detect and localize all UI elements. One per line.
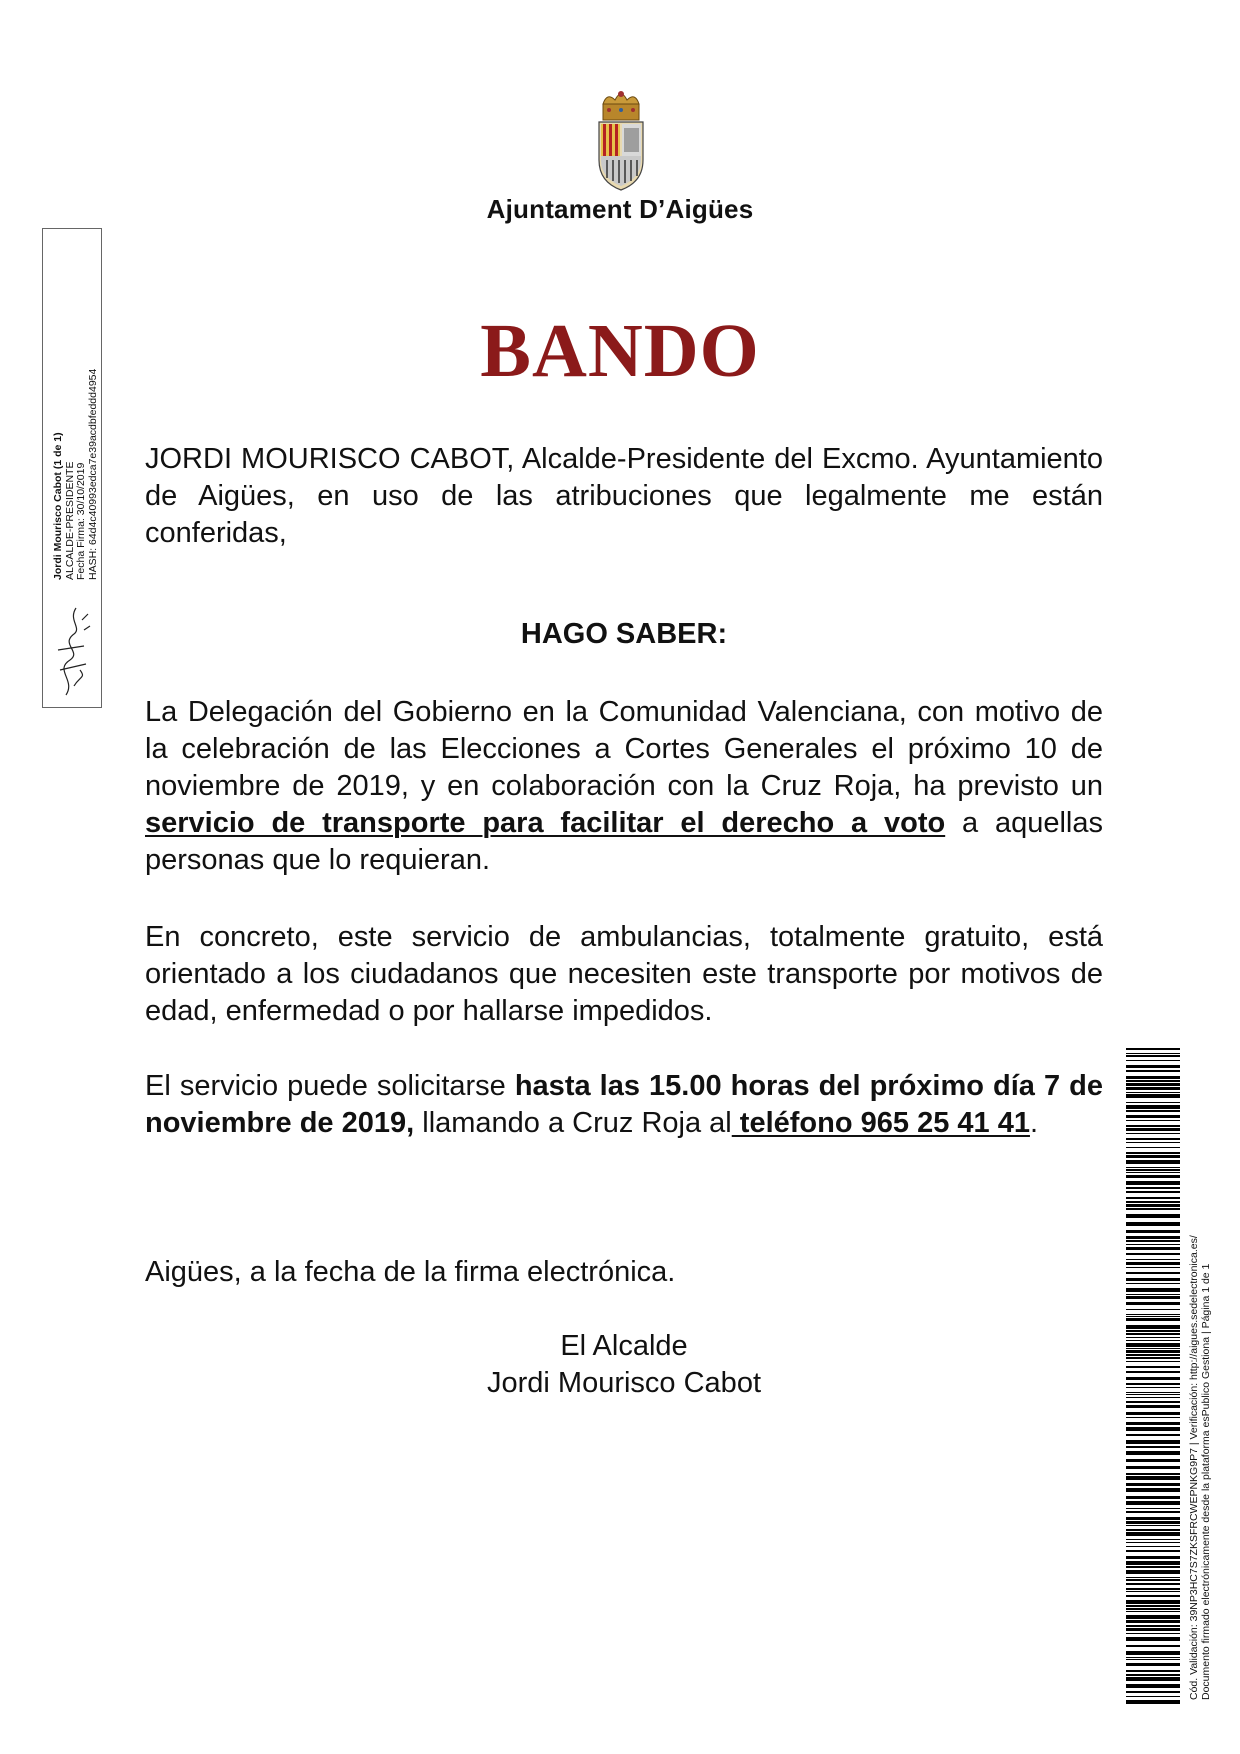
validation-code: Cód. Validación: 39NP3HC7S7ZKSFRCWEPNKG9P7 | Verificación: http://aigues.sedelectronica.es/ [1188, 1235, 1200, 1700]
stamp-hash: HASH: 64d4c40993edca7e39acdbfeddd4954 [86, 368, 99, 580]
document-title: BANDO [480, 309, 760, 393]
stamp-date: Fecha Firma: 30/10/2019 [75, 462, 87, 580]
signature-stamp-text [53, 369, 99, 580]
concreto-paragraph [145, 919, 1103, 1030]
servicio-text-after: . [1029, 1107, 1039, 1139]
delegacion-text-after: a aquellas personas que lo requieran. [145, 807, 1103, 876]
organization-name: Ajuntament D’Aigües [486, 194, 754, 224]
announcement-heading: HAGO SABER: [520, 618, 728, 650]
delegacion-text-before: La Delegación del Gobierno en la Comunidad Valenciana, con motivo de la celebración de las Elecciones a Cortes Generales el próximo 10 de noviembre de 2019, y en colaboración con la Cruz Roja, ha previsto un [145, 696, 1103, 802]
servicio-phone: teléfono 965 25 41 41 [731, 1107, 1030, 1139]
stamp-signer: Jordi Mourisco Cabot (1 de 1) [52, 432, 64, 580]
signature-name: Jordi Mourisco Cabot [487, 1367, 761, 1399]
validation-platform: Documento firmado electrónicamente desde la plataforma esPublico Gestiona | Página 1 de 1 [1200, 1263, 1212, 1700]
servicio-deadline: hasta las 15.00 horas del próximo día 7 de noviembre de 2019, [145, 1070, 1103, 1139]
intro-paragraph [145, 441, 1103, 552]
intro-text: JORDI MOURISCO CABOT, Alcalde-Presidente del Excmo. Ayuntamiento de Aigües, en uso de las atribuciones que legalmente me están conferidas, [145, 443, 1103, 549]
coat-of-arms-logo [593, 90, 649, 194]
validation-barcode [1126, 1048, 1180, 1704]
date-line: Aigües, a la fecha de la firma electrónica. [145, 1256, 676, 1288]
signature-role: El Alcalde [560, 1330, 688, 1362]
handwritten-signature [46, 600, 98, 700]
validation-text [1188, 1235, 1212, 1700]
servicio-text-middle: llamando a Cruz Roja al [414, 1107, 732, 1139]
stamp-role: ALCALDE-PRESIDENTE [63, 461, 76, 580]
concreto-text: En concreto, este servicio de ambulancias, totalmente gratuito, está orientado a los ciudadanos que necesiten este transporte por motivos de edad, enfermedad o por hallarse impedidos. [145, 921, 1103, 1027]
delegacion-paragraph [145, 694, 1103, 879]
servicio-paragraph [145, 1068, 1103, 1142]
signature-block [145, 1328, 1103, 1402]
delegacion-highlight: servicio de transporte para facilitar el derecho a voto [145, 807, 946, 839]
servicio-text-before: El servicio puede solicitarse [145, 1070, 515, 1102]
